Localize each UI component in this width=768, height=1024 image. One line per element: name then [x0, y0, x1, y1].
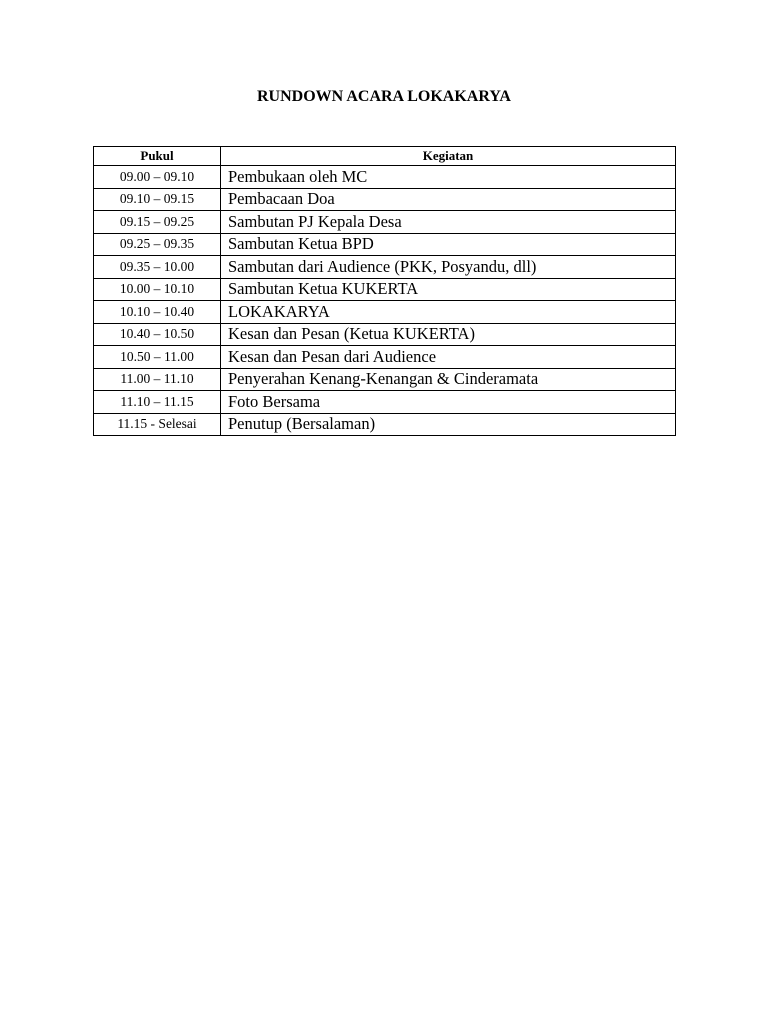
table-row: [94, 166, 676, 189]
table-row: [94, 413, 676, 436]
time-cell: 10.40 – 10.50: [94, 323, 221, 346]
activity-cell: Sambutan Ketua BPD: [221, 233, 676, 256]
table-row: [94, 301, 676, 324]
time-cell: 10.00 – 10.10: [94, 278, 221, 301]
table-row: [94, 233, 676, 256]
activity-cell: Pembukaan oleh MC: [221, 166, 676, 189]
time-cell: 11.15 - Selesai: [94, 413, 221, 436]
column-header-time: Pukul: [94, 147, 221, 166]
time-cell: 09.25 – 09.35: [94, 233, 221, 256]
time-cell: 09.15 – 09.25: [94, 211, 221, 234]
time-cell: 09.00 – 09.10: [94, 166, 221, 189]
time-cell: 09.35 – 10.00: [94, 256, 221, 279]
table-row: [94, 188, 676, 211]
time-cell: 09.10 – 09.15: [94, 188, 221, 211]
activity-cell: LOKAKARYA: [221, 301, 676, 324]
page-title: RUNDOWN ACARA LOKAKARYA: [257, 88, 511, 105]
rundown-table: [93, 146, 676, 436]
table-row: [94, 278, 676, 301]
table-row: [94, 391, 676, 414]
time-cell: 11.00 – 11.10: [94, 368, 221, 391]
table-row: [94, 256, 676, 279]
time-cell: 10.10 – 10.40: [94, 301, 221, 324]
table-row: [94, 323, 676, 346]
table-header-row: [94, 147, 676, 166]
table-row: [94, 211, 676, 234]
activity-cell: Penutup (Bersalaman): [221, 413, 676, 436]
activity-cell: Penyerahan Kenang-Kenangan & Cinderamata: [221, 368, 676, 391]
time-cell: 11.10 – 11.15: [94, 391, 221, 414]
table-row: [94, 346, 676, 369]
activity-cell: Sambutan Ketua KUKERTA: [221, 278, 676, 301]
time-cell: 10.50 – 11.00: [94, 346, 221, 369]
activity-cell: Sambutan dari Audience (PKK, Posyandu, dll): [221, 256, 676, 279]
table-row: [94, 368, 676, 391]
activity-cell: Foto Bersama: [221, 391, 676, 414]
activity-cell: Sambutan PJ Kepala Desa: [221, 211, 676, 234]
activity-cell: Kesan dan Pesan (Ketua KUKERTA): [221, 323, 676, 346]
activity-cell: Pembacaan Doa: [221, 188, 676, 211]
activity-cell: Kesan dan Pesan dari Audience: [221, 346, 676, 369]
column-header-activity: Kegiatan: [221, 147, 676, 166]
